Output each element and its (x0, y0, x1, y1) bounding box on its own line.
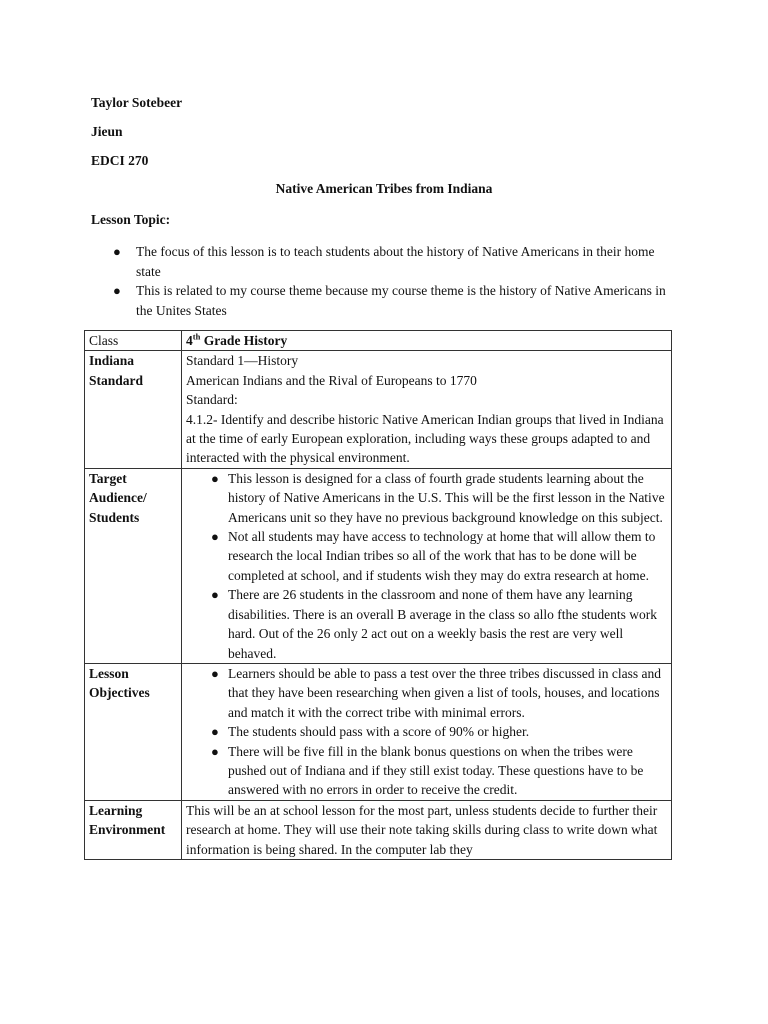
list-item (113, 281, 673, 320)
list-item (186, 469, 667, 527)
document-title: Native American Tribes from Indiana (275, 181, 493, 196)
class-label: Class (85, 331, 182, 351)
table-row (85, 331, 672, 351)
instructor-name: Jieun (91, 124, 123, 139)
bullet-icon: ● (211, 587, 219, 603)
target-audience-content (182, 468, 672, 663)
bullet-icon: ● (211, 470, 219, 486)
standard-line: Standard: (186, 392, 238, 408)
list-item (186, 664, 667, 722)
list-item (186, 527, 667, 585)
list-item-text: The students should pass with a score of 90% or higher. (228, 724, 530, 740)
target-audience-list (186, 469, 667, 663)
bullet-icon: ● (113, 283, 121, 298)
indiana-standard-label: Indiana Standard (85, 351, 182, 468)
list-item (186, 585, 667, 663)
bullet-icon: ● (211, 743, 219, 759)
author-name: Taylor Sotebeer (91, 95, 183, 110)
standard-line: 4.1.2- Identify and describe historic Native American Indian groups that lived in Indiana at the time of early European exploration, including ways these groups adapted to and interacted with the physical environment. (186, 411, 664, 466)
bullet-icon: ● (211, 724, 219, 740)
list-item-text: There are 26 students in the classroom and none of them have any learning disabilities. There is an overall B average in the class so allo fthe students work hard. Out of the 26 only 2 act out on a weekly basis the rest are very well behaved. (228, 587, 658, 661)
lesson-objectives-list (186, 664, 667, 800)
list-item (113, 242, 673, 281)
class-value (182, 331, 672, 351)
table-row (85, 663, 672, 800)
standard-line: Standard 1—History (186, 353, 299, 369)
learning-environment-label: Learning Environment (85, 800, 182, 859)
course-code: EDCI 270 (91, 153, 149, 168)
class-grade-number: 4 (186, 333, 193, 348)
bullet-icon: ● (211, 529, 219, 545)
list-item (186, 742, 667, 800)
learning-environment-text: This will be an at school lesson for the most part, unless students decide to further their research at home. They will use their note taking skills during class to write down what information is being shared. In the computer lab they (186, 802, 658, 857)
lesson-plan-table (84, 330, 672, 860)
list-item-text: This lesson is designed for a class of fourth grade students learning about the history of Native Americans in the U.S. This will be the first lesson in the Native Americans unit so they have no previous background knowledge on this subject. (228, 470, 665, 525)
list-item (186, 722, 667, 741)
table-row (85, 468, 672, 663)
class-grade-suffix: th (192, 331, 201, 342)
list-item-text: This is related to my course theme because my course theme is the history of Native Americans in the Unites States (136, 283, 666, 318)
table-row (85, 800, 672, 859)
lesson-objectives-content (182, 663, 672, 800)
indiana-standard-content (182, 351, 672, 468)
learning-environment-content (182, 800, 672, 859)
class-grade-rest: Grade History (200, 333, 288, 348)
table-row (85, 351, 672, 468)
list-item-text: The focus of this lesson is to teach students about the history of Native Americans in their home state (136, 244, 655, 279)
lesson-topic-list (113, 242, 673, 320)
bullet-icon: ● (113, 244, 121, 259)
lesson-objectives-label: Lesson Objectives (85, 663, 182, 800)
list-item-text: There will be five fill in the blank bonus questions on when the tribes were pushed out of Indiana and if they still exist today. These questions have to be answered with no errors in order to receive the credit. (228, 743, 644, 798)
list-item-text: Learners should be able to pass a test over the three tribes discussed in class and that they have been researching when given a list of tools, houses, and locations and match it with the correct tribe with minimal errors. (228, 665, 661, 720)
lesson-topic-heading: Lesson Topic: (91, 212, 171, 227)
standard-line: American Indians and the Rival of Europeans to 1770 (186, 372, 477, 388)
target-audience-label: Target Audience/ Students (85, 468, 182, 663)
bullet-icon: ● (211, 665, 219, 681)
list-item-text: Not all students may have access to technology at home that will allow them to research the local Indian tribes so all of the work that has to be done will be completed at school, and if students wish they may do extra research at home. (228, 529, 656, 583)
